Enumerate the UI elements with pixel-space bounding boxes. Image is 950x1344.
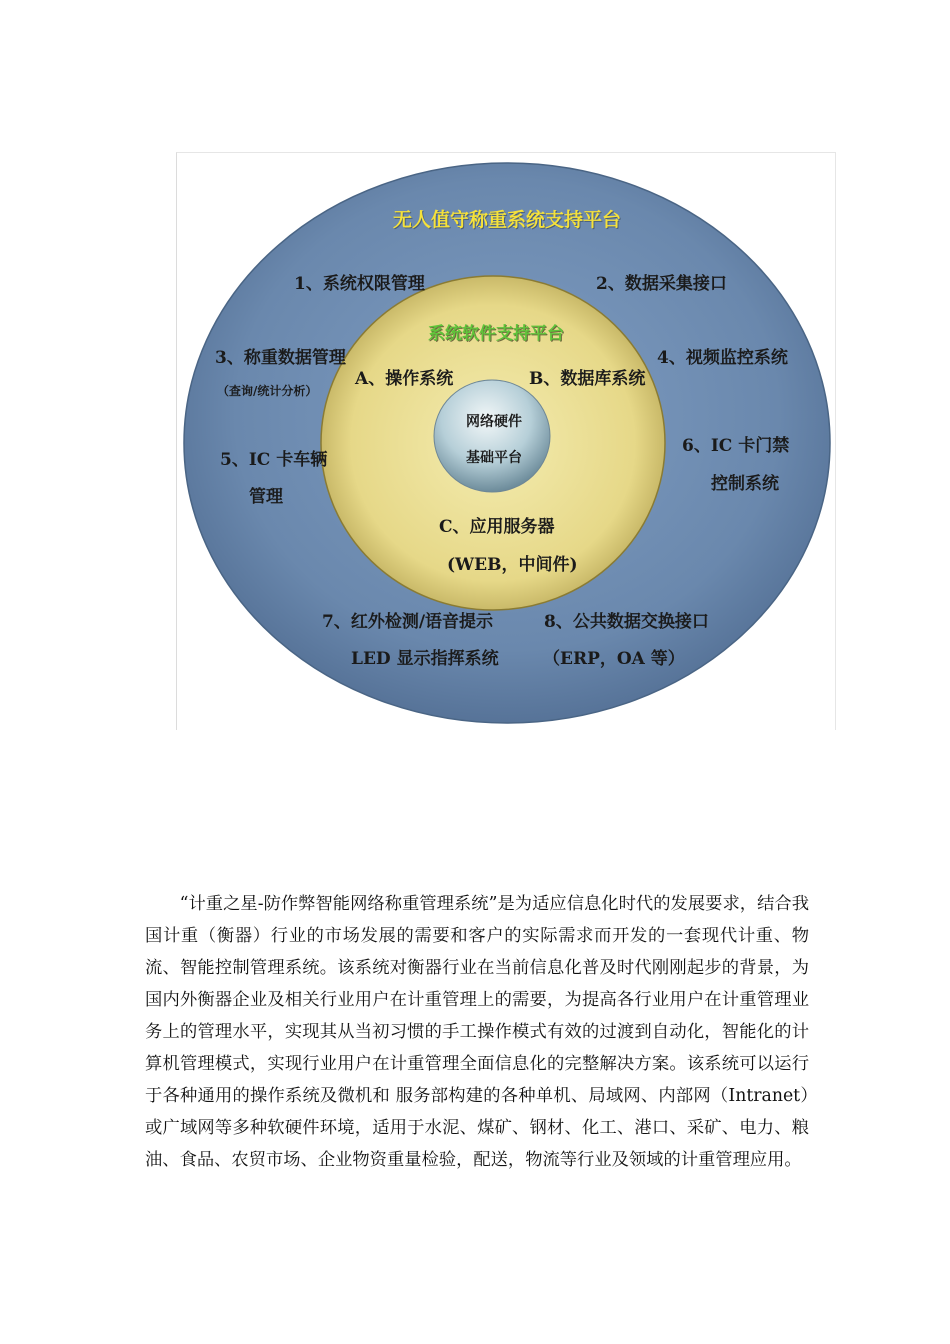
outer-item-8-line1: 8、公共数据交换接口 bbox=[544, 612, 709, 632]
inner-item-a: A、操作系统 bbox=[355, 369, 454, 389]
outer-item-3: 3、称重数据管理 bbox=[215, 348, 346, 368]
outer-item-7-line1: 7、红外检测/语音提示 bbox=[322, 612, 494, 632]
outer-platform-title: 无人值守称重系统支持平台 bbox=[393, 209, 622, 231]
inner-platform-title: 系统软件支持平台 bbox=[428, 324, 564, 344]
outer-item-5-line1: 5、IC 卡车辆 bbox=[220, 450, 328, 470]
outer-item-5-line2: 管理 bbox=[249, 487, 283, 507]
outer-item-1: 1、系统权限管理 bbox=[294, 274, 425, 294]
outer-item-2: 2、数据采集接口 bbox=[596, 274, 727, 294]
outer-item-4: 4、视频监控系统 bbox=[657, 348, 788, 368]
platform-diagram bbox=[176, 152, 836, 730]
core-label-line2: 基础平台 bbox=[466, 450, 522, 466]
inner-item-c-line2: (WEB，中间件) bbox=[447, 555, 578, 575]
inner-item-b: B、数据库系统 bbox=[529, 369, 646, 389]
core-circle bbox=[434, 380, 550, 492]
body-paragraph: “计重之星-防作弊智能网络称重管理系统”是为适应信息化时代的发展要求，结合我国计重（衡器）行业的市场发展的需要和客户的实际需求而开发的一套现代计重、物流、智能控制管理系统。该系统对衡器行业在当前信息化普及时代刚刚起步的背景，为国内外衡器企业及相关行业用户在计重管理上的需要，为提高各行业用户在计重管理业务上的管理水平，实现其从当初习惯的手工操作模式有效的过渡到自动化，智能化的计算机管理模式，实现行业用户在计重管理全面信息化的完整解决方案。该系统可以运行于各种通用的操作系统及微机和 服务部构建的各种单机、局域网、内部网（Intranet）或广域网等多种软硬件环境，适用于水泥、煤矿、钢材、化工、港口、采矿、电力、粮油、食品、农贸市场、企业物资重量检验，配送，物流等行业及领域的计重管理应用。 bbox=[145, 894, 809, 1170]
inner-item-c-line1: C、应用服务器 bbox=[439, 517, 555, 537]
outer-item-6-line2: 控制系统 bbox=[711, 474, 779, 494]
outer-item-7-line2: LED 显示指挥系统 bbox=[351, 649, 499, 669]
core-label-line1: 网络硬件 bbox=[466, 414, 522, 430]
outer-item-8-line2: （ERP，OA 等） bbox=[543, 649, 685, 669]
outer-item-6-line1: 6、IC 卡门禁 bbox=[682, 436, 790, 456]
outer-item-3-sub: （查询/统计分析） bbox=[217, 384, 318, 398]
